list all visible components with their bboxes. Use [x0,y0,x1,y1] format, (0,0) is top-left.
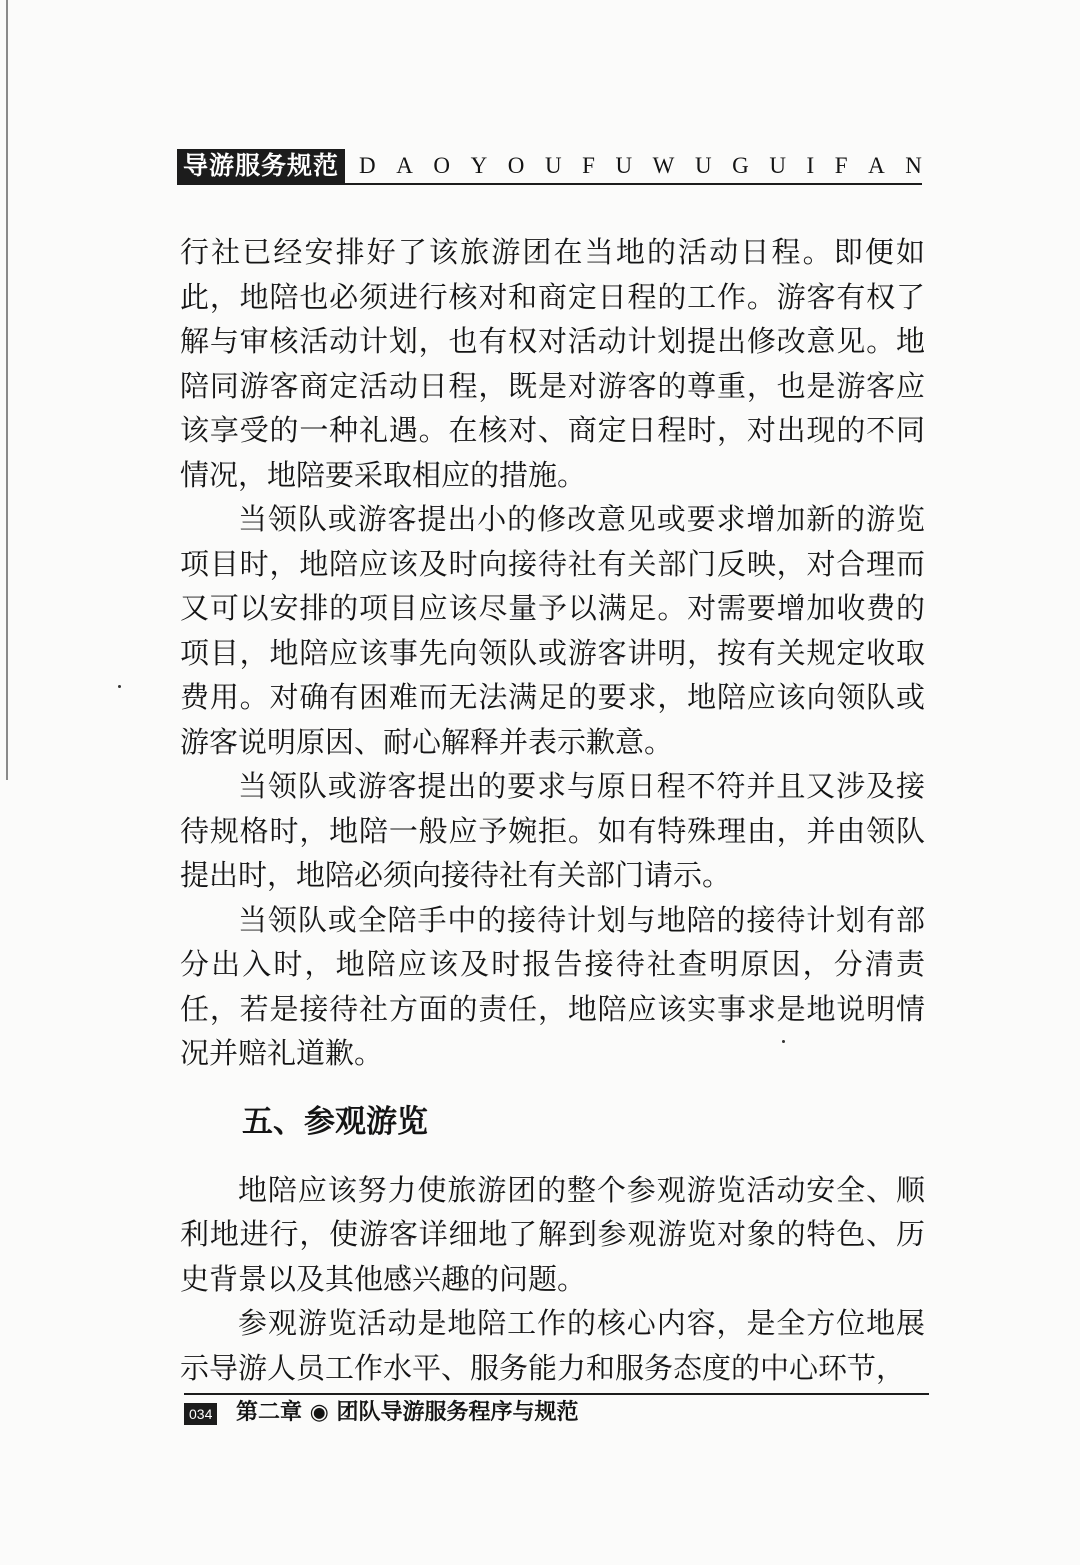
header-rule [177,183,922,185]
page-number: 034 [184,1403,217,1425]
paragraph: 当领队或全陪手中的接待计划与地陪的接待计划有部分出入时，地陪应该及时报告接待社查明原因，分清责任，若是接待社方面的责任，地陪应该实事求是地说明情况并赔礼道歉。 [180,902,925,1070]
pinyin-letter: U [544,153,562,178]
pinyin-letter: U [694,153,712,178]
pinyin-letter: W [652,153,675,178]
paragraph: 当领队或游客提出的要求与原日程不符并且又涉及接待规格时，地陪一般应予婉拒。如有特殊理由，并由领队提出时，地陪必须向接待社有关部门请示。 [180,769,925,892]
pinyin-letter: O [433,153,450,178]
pinyin-letter: U [615,153,633,178]
pinyin-letter: A [868,153,885,178]
paragraph: 当领队或游客提出小的修改意见或要求增加新的游览项目时，地陪应该及时向接待社有关部门反映，对合理而又可以安排的项目应该尽量予以满足。对需要增加收费的项目，地陪应该事先向领队或游客讲明，按有关规定收取费用。对确有困难而无法满足的要求，地陪应该向领队或游客说明原因、耐心解释并表示歉意。 [180,502,925,759]
pinyin-letter: D [359,153,376,178]
pinyin-letter: O [507,153,525,178]
paragraph: 地陪应该努力使旅游团的整个参观游览活动安全、顺利地进行，使游客详细地了解到参观游览对象的特色、历史背景以及其他感兴趣的问题。 [180,1172,925,1296]
running-header [177,145,922,185]
paragraph-continued: 行社已经安排好了该旅游团在当地的活动日程。即便如此，地陪也必须进行核对和商定日程的工作。游客有权了解与审核活动计划，也有权对活动计划提出修改意见。地陪同游客商定活动日程，既是对游客的尊重，也是游客应该享受的一种礼遇。在核对、商定日程时，对出现的不同情况，地陪要采取相应的措施。 [180,235,925,492]
pinyin-letter: N [905,153,922,178]
pinyin-letter: F [582,153,595,178]
scan-edge-line [6,0,8,780]
footer-chapter: 第二章 ◉ 团队导游服务程序与规范 [236,1400,579,1425]
scan-speck [118,685,121,688]
pinyin-letter: A [396,153,413,178]
header-book-title: 导游服务规范 [177,149,345,183]
pinyin-letter: G [732,153,749,178]
pinyin-letter: F [834,153,848,178]
scan-speck [782,1040,785,1043]
header-pinyin [359,149,922,183]
paragraph: 参观游览活动是地陪工作的核心内容，是全方位地展示导游人员工作水平、服务能力和服务态度的中心环节， [180,1306,925,1385]
pinyin-letter: I [806,153,815,178]
footer-rule [184,1393,929,1395]
pinyin-letter: Y [470,153,488,178]
pinyin-letter: U [769,153,786,178]
running-footer [184,1393,929,1427]
body-text [180,230,925,1390]
section-heading: 五、参观游览 [242,1103,428,1140]
